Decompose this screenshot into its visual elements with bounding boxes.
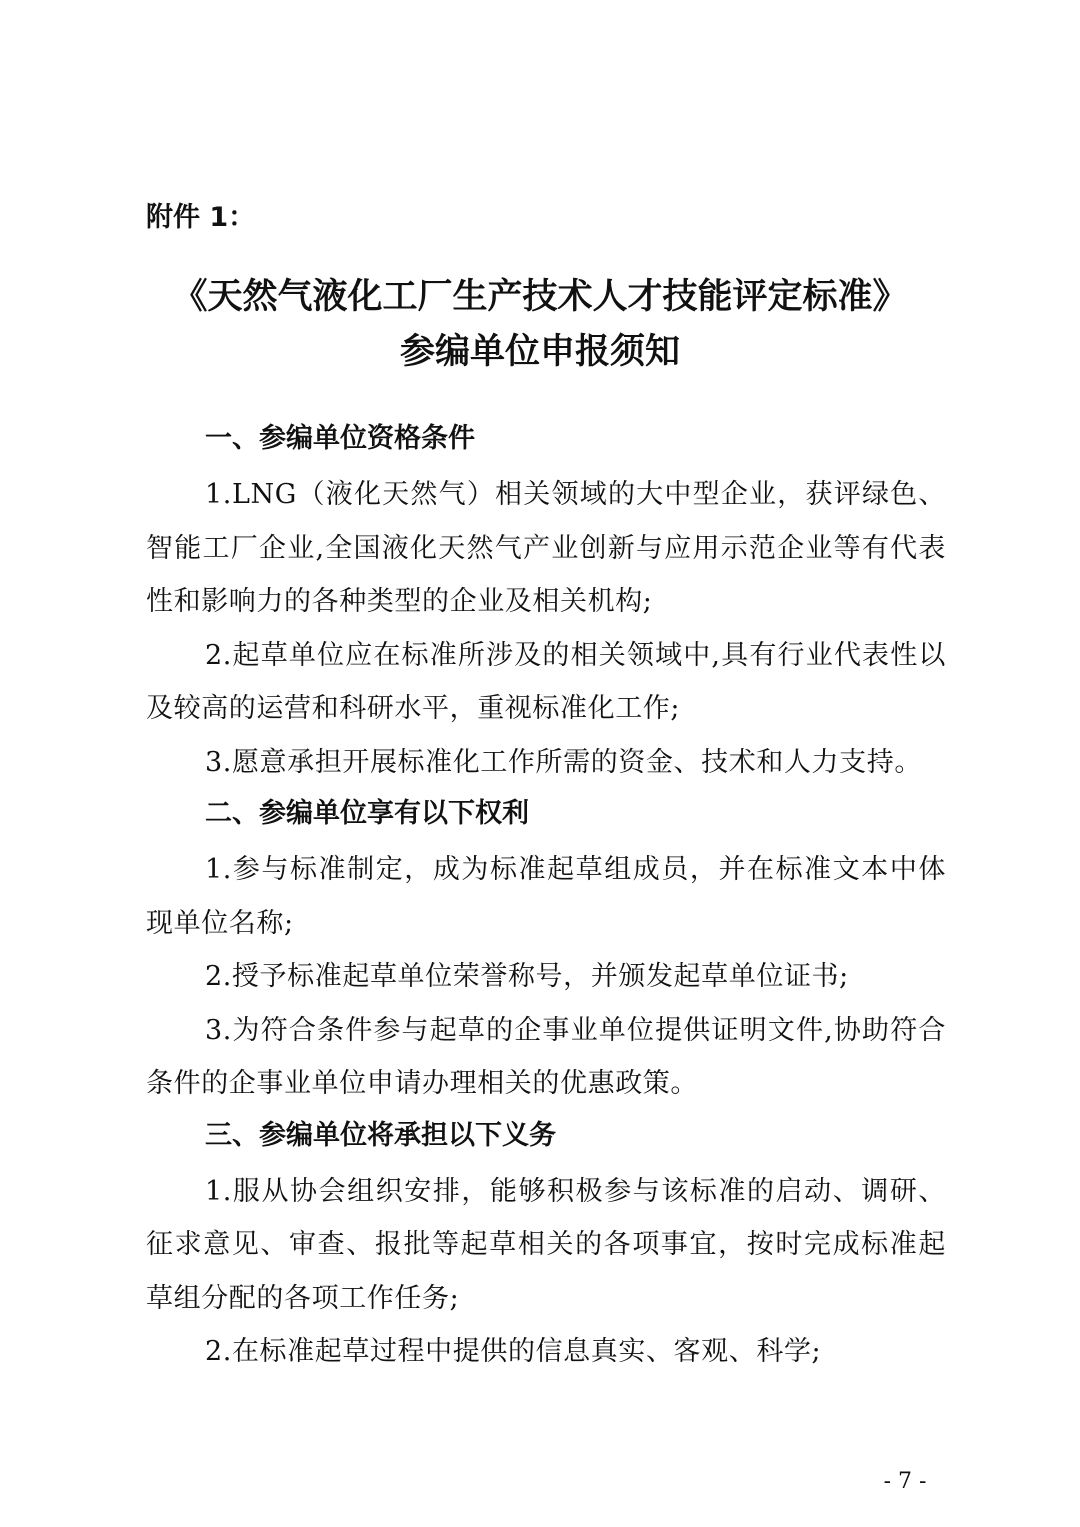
document-title-line-1: 《天然气液化工厂生产技术人才技能评定标准》: [172, 277, 908, 317]
section-qualifications: [146, 414, 946, 789]
list-item: 3.愿意承担开展标准化工作所需的资金、技术和人力支持。: [205, 746, 922, 778]
list-item: 1.服从协会组织安排，能够积极参与该标准的启动、调研、征求意见、审查、报批等起草相关的各项事宜，按时完成标准起草组分配的各项工作任务;: [146, 1175, 946, 1314]
list-item: 2.起草单位应在标准所涉及的相关领域中,具有行业代表性以及较高的运营和科研水平，重视标准化工作;: [146, 639, 946, 724]
list-item: 2.在标准起草过程中提供的信息真实、客观、科学;: [205, 1336, 822, 1367]
page-number: - 7 -: [883, 1469, 927, 1494]
document-body: [146, 414, 946, 1379]
section-obligations: [146, 1111, 946, 1379]
list-item: 1.参与标准制定，成为标准起草组成员，并在标准文本中体现单位名称;: [146, 854, 946, 939]
list-item: 3.为符合条件参与起草的企事业单位提供证明文件,协助符合条件的企事业单位申请办理相关的优惠政策。: [146, 1014, 946, 1099]
section-heading: 三、参编单位将承担以下义务: [205, 1119, 556, 1151]
section-heading: 二、参编单位享有以下权利: [205, 798, 529, 829]
section-heading: 一、参编单位资格条件: [205, 423, 475, 454]
document-title-line-2: 参编单位申报须知: [399, 332, 680, 372]
list-item: 2.授予标准起草单位荣誉称号，并颁发起草单位证书;: [205, 961, 849, 992]
list-item: 1.LNG（液化天然气）相关领域的大中型企业，获评绿色、智能工厂企业,全国液化天然气产业创新与应用示范企业等有代表性和影响力的各种类型的企业及相关机构;: [146, 479, 946, 617]
section-rights: [146, 789, 946, 1111]
attachment-label: 附件 1：: [146, 202, 256, 233]
